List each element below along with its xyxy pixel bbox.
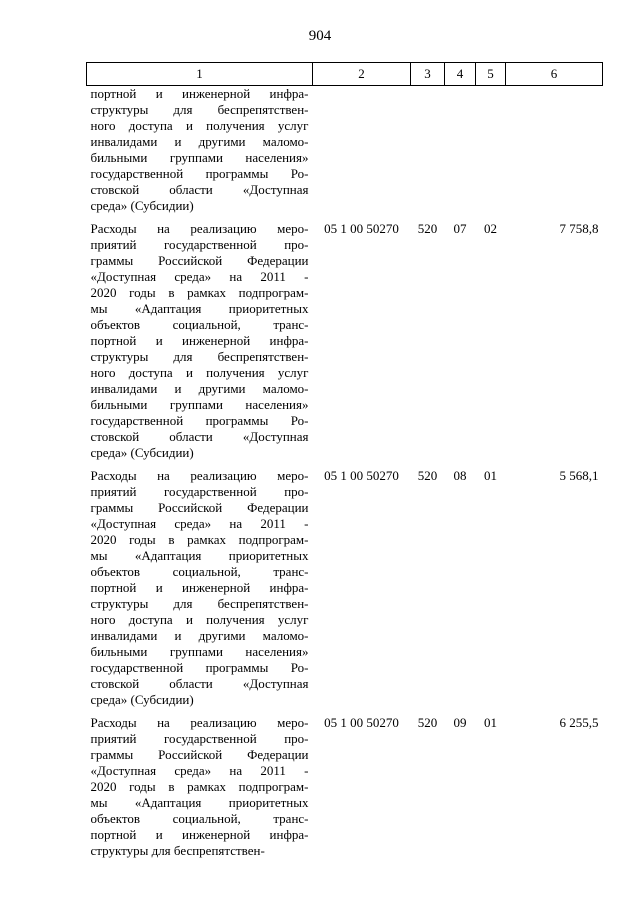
description-line: портной и инженерной инфра-: [90, 580, 309, 595]
description-line: структуры для беспрепятствен-: [90, 596, 309, 611]
description-line: среда» (Субсидии): [90, 445, 194, 460]
description-line: портной и инженерной инфра-: [90, 333, 309, 348]
subsection-code: 01: [484, 468, 497, 483]
amount-value: 7 758,8: [559, 221, 599, 236]
description-line: «Доступная среда» на 2011 -: [90, 516, 309, 531]
target-article-code: 05 1 00 50270: [324, 221, 399, 236]
amount-value: [506, 86, 603, 222]
expense-description: [87, 715, 313, 866]
description-line: граммы Российской Федерации: [90, 500, 309, 515]
column-header-1: 1: [87, 63, 313, 86]
description-line: инвалидами и другими маломо-: [90, 134, 309, 149]
expense-type-code: [411, 86, 445, 222]
description-line: объектов социальной, транс-: [90, 564, 309, 579]
description-line: приятий государственной про-: [90, 731, 309, 746]
description-line: 2020 годы в рамках подпрограм-: [90, 285, 309, 300]
budget-table: [86, 62, 603, 866]
description-line: граммы Российской Федерации: [90, 253, 309, 268]
subsection-code: [476, 86, 506, 222]
target-article-code: 05 1 00 50270: [324, 468, 399, 483]
amount-value: 5 568,1: [559, 468, 599, 483]
description-line: инвалидами и другими маломо-: [90, 628, 309, 643]
expense-description: [87, 86, 313, 222]
column-header-6: 6: [506, 63, 603, 86]
description-line: стовской области «Доступная: [90, 429, 309, 444]
description-line: структуры для беспрепятствен-: [90, 102, 309, 117]
section-code: 07: [453, 221, 467, 236]
description-line: среда» (Субсидии): [90, 198, 194, 213]
subsection-code: 01: [484, 715, 497, 730]
section-code: 08: [453, 468, 467, 483]
description-line: ного доступа и получения услуг: [90, 612, 309, 627]
expense-type-code: 520: [417, 468, 438, 483]
expense-type-code: 520: [417, 221, 438, 236]
description-line: мы «Адаптация приоритетных: [90, 548, 309, 563]
description-line: 2020 годы в рамках подпрограм-: [90, 779, 309, 794]
expense-description: [87, 468, 313, 715]
description-line: государственной программы Ро-: [90, 166, 309, 181]
description-line: граммы Российской Федерации: [90, 747, 309, 762]
description-line: Расходы на реализацию меро-: [90, 221, 309, 236]
description-line: Расходы на реализацию меро-: [90, 715, 309, 730]
description-line: «Доступная среда» на 2011 -: [90, 763, 309, 778]
subsection-code: 02: [484, 221, 497, 236]
column-header-2: 2: [313, 63, 411, 86]
description-line: приятий государственной про-: [90, 484, 309, 499]
description-line: государственной программы Ро-: [90, 660, 309, 675]
table-body: [87, 86, 603, 867]
description-line: стовской области «Доступная: [90, 676, 309, 691]
target-article-code: 05 1 00 50270: [324, 715, 399, 730]
column-header-4: 4: [445, 63, 476, 86]
description-line: объектов социальной, транс-: [90, 317, 309, 332]
table-row: [87, 468, 603, 715]
page-number: 904: [308, 28, 332, 44]
description-line: ного доступа и получения услуг: [90, 365, 309, 380]
description-line: 2020 годы в рамках подпрограм-: [90, 532, 309, 547]
description-line: портной и инженерной инфра-: [90, 827, 309, 842]
description-line: инвалидами и другими маломо-: [90, 381, 309, 396]
description-line: «Доступная среда» на 2011 -: [90, 269, 309, 284]
description-line: государственной программы Ро-: [90, 413, 309, 428]
description-line: бильными группами населения»: [90, 397, 309, 412]
description-line: мы «Адаптация приоритетных: [90, 301, 309, 316]
section-code: 09: [453, 715, 467, 730]
description-line: бильными группами населения»: [90, 644, 309, 659]
description-line: портной и инженерной инфра-: [90, 86, 309, 101]
expense-type-code: 520: [417, 715, 438, 730]
amount-value: 6 255,5: [559, 715, 599, 730]
description-line: структуры для беспрепятствен-: [90, 349, 309, 364]
description-line: приятий государственной про-: [90, 237, 309, 252]
table-header-row: [87, 63, 603, 86]
description-line: ного доступа и получения услуг: [90, 118, 309, 133]
target-article-code: [313, 86, 411, 222]
description-line: среда» (Субсидии): [90, 692, 194, 707]
section-code: [445, 86, 476, 222]
description-line: структуры для беспрепятствен-: [90, 843, 265, 858]
table-row: [87, 221, 603, 468]
description-line: стовской области «Доступная: [90, 182, 309, 197]
description-line: мы «Адаптация приоритетных: [90, 795, 309, 810]
description-line: бильными группами населения»: [90, 150, 309, 165]
column-header-5: 5: [476, 63, 506, 86]
column-header-3: 3: [411, 63, 445, 86]
table-row: [87, 715, 603, 866]
description-line: объектов социальной, транс-: [90, 811, 309, 826]
description-line: Расходы на реализацию меро-: [90, 468, 309, 483]
expense-description: [87, 221, 313, 468]
table-row: [87, 86, 603, 222]
